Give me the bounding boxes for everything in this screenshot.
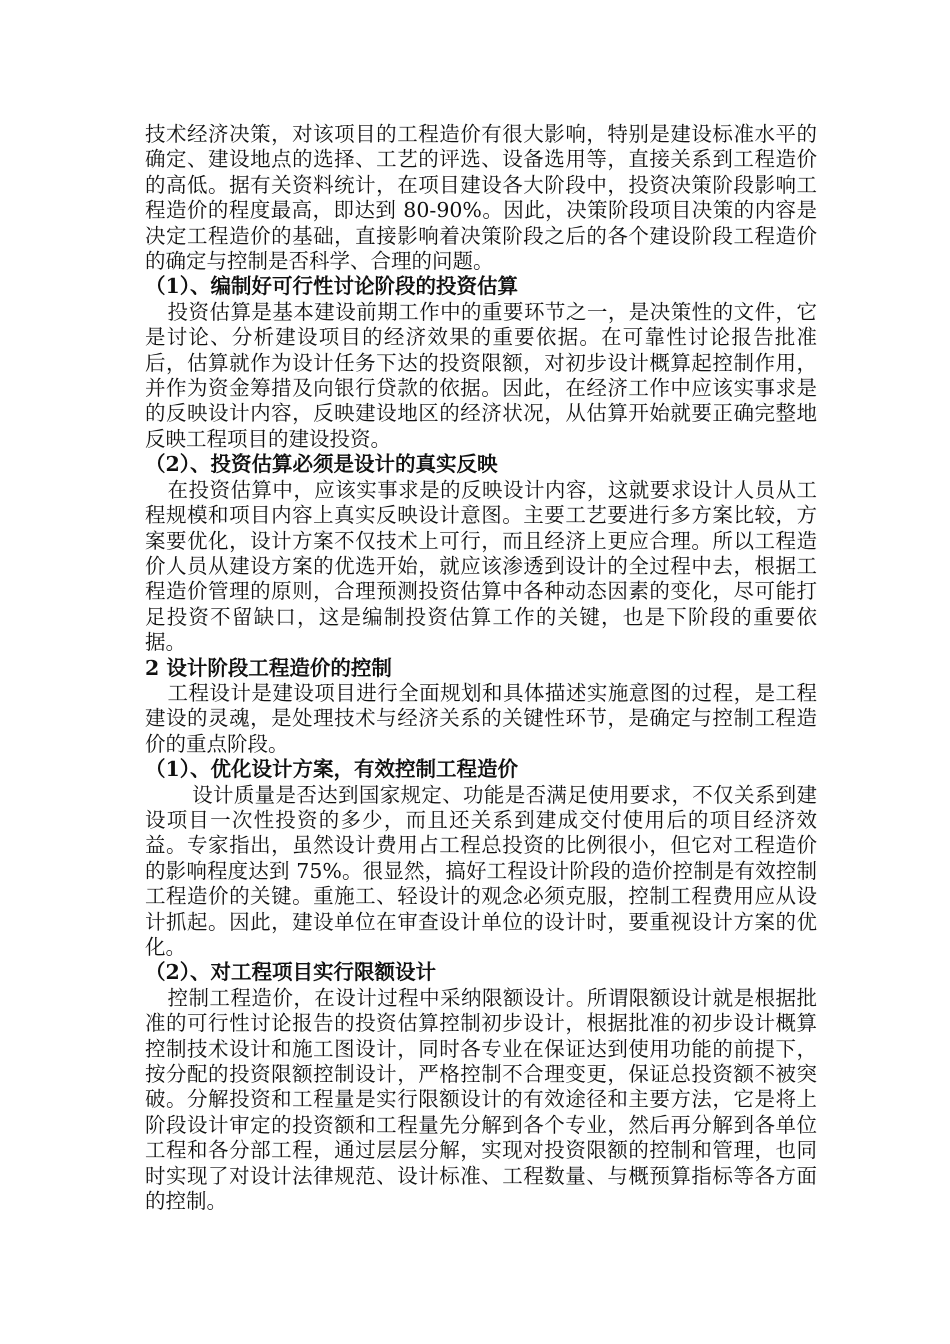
paragraph-decision-stage: 技术经济决策，对该项目的工程造价有很大影响，特别是建设标准水平的确定、建设地点的选择、工艺的评选、设备选用等，直接关系到工程造价的高低。据有关资料统计，在项目建设各大阶段中，投资决策阶段影响工程造价的程度最高，即达到 80-90%。因此，决策阶段项目决策的内容是决定工程造价的基础，直接影响着决策阶段之后的各个建设阶段工程造价的确定与控制是否科学、合理的问题。 [145, 122, 817, 274]
heading-estimate-reflects-design: （2）、投资估算必须是设计的真实反映 [145, 452, 498, 477]
paragraph-optimize-design: 设计质量是否达到国家规定、功能是否满足使用要求，不仅关系到建设项目一次性投资的多少，而且还关系到建成交付使用后的项目经济效益。专家指出，虽然设计费用占工程总投资的比例很小，但它对工程造价的影响程度达到 75%。很显然，搞好工程设计阶段的造价控制是有效控制工程造价的关键。重施工、轻设计的观念必须克服，控制工程费用应从设计抓起。因此，建设单位在审查设计单位的设计时，要重视设计方案的优化。 [145, 782, 817, 959]
heading-design-stage-control: 2 设计阶段工程造价的控制 [145, 655, 392, 680]
paragraph-design-stage-control: 工程设计是建设项目进行全面规划和具体描述实施意图的过程，是工程建设的灵魂，是处理技术与经济关系的关键性环节，是确定与控制工程造价的重点阶段。 [145, 680, 817, 756]
heading-limit-design: （2）、对工程项目实行限额设计 [145, 960, 437, 985]
paragraph-investment-estimate: 投资估算是基本建设前期工作中的重要环节之一，是决策性的文件，它是讨论、分析建设项目的经济效果的重要依据。在可靠性讨论报告批准后，估算就作为设计任务下达的投资限额，对初步设计概算起控制作用，并作为资金筹措及向银行贷款的依据。因此，在经济工作中应该实事求是的反映设计内容，反映建设地区的经济状况，从估算开始就要正确完整地反映工程项目的建设投资。 [145, 299, 817, 451]
document-page [145, 122, 817, 1214]
heading-optimize-design: （1）、优化设计方案，有效控制工程造价 [145, 757, 519, 782]
paragraph-limit-design: 控制工程造价，在设计过程中采纳限额设计。所谓限额设计就是根据批准的可行性讨论报告的投资估算控制初步设计，根据批准的初步设计概算控制技术设计和施工图设计，同时各专业在保证达到使用功能的前提下，按分配的投资限额控制设计，严格控制不合理变更，保证总投资额不被突破。分解投资和工程量是实行限额设计的有效途径和主要方法，它是将上阶段设计审定的投资额和工程量先分解到各个专业，然后再分解到各单位工程和各分部工程，通过层层分解，实现对投资限额的控制和管理，也同时实现了对设计法律规范、设计标准、工程数量、与概预算指标等各方面的控制。 [145, 985, 817, 1214]
paragraph-estimate-reflects-design: 在投资估算中，应该实事求是的反映设计内容，这就要求设计人员从工程规模和项目内容上真实反映设计意图。主要工艺要进行多方案比较，方案要优化，设计方案不仅技术上可行，而且经济上更应合理。所以工程造价人员从建设方案的优选开始，就应该渗透到设计的全过程中去，根据工程造价管理的原则，合理预测投资估算中各种动态因素的变化，尽可能打足投资不留缺口，这是编制投资估算工作的关键，也是下阶段的重要依据。 [145, 477, 817, 655]
heading-investment-estimate: （1）、编制好可行性讨论阶段的投资估算 [145, 274, 519, 299]
